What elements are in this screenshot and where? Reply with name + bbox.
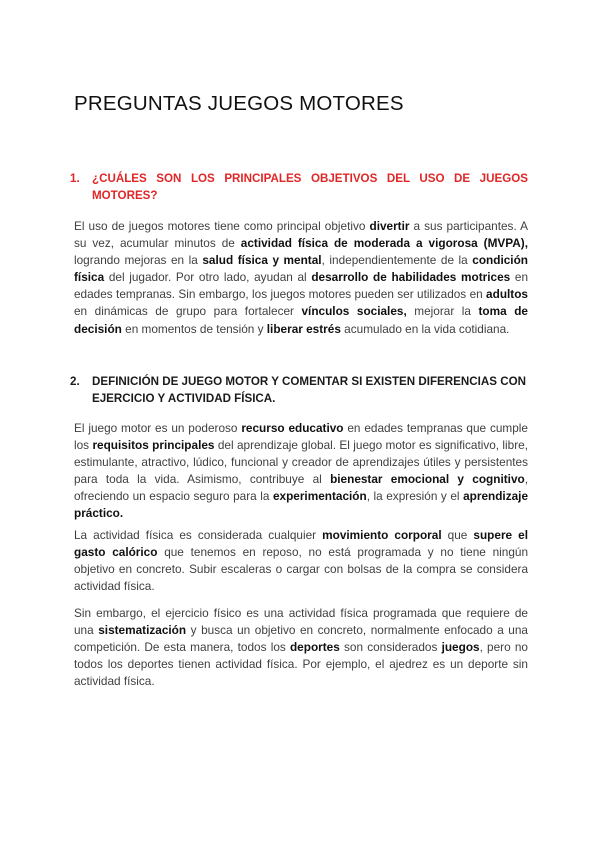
text-run: que tenemos en reposo, no está programada y no tiene ningún objetivo en concreto. Subir escaleras o cargar con bolsas de la compra se considera actividad física. [74,545,529,594]
bold-run: actividad física de moderada a vigorosa (MVPA), [240,236,528,251]
question-1-text: ¿CUÁLES SON LOS PRINCIPALES OBJETIVOS DEL USO DE JUEGOS MOTORES? [92,172,528,202]
text-run: a sus participantes. A su vez, acumular minutos de [74,219,528,251]
text-run: , la expresión y el [366,489,464,504]
text-run: en dinámicas de grupo para fortalecer [74,304,302,319]
bold-run: divertir [369,219,410,233]
text-run: El juego motor es un poderoso [74,421,242,435]
bold-run: deportes [289,640,340,655]
bold-run: movimiento corporal [322,528,442,542]
text-run: , ofreciendo un espacio seguro para la [74,472,528,504]
answer-2-paragraph-3 [74,605,528,690]
bold-run: toma de decisión [74,304,528,336]
text-run: que [441,528,474,542]
bold-run: juegos [441,640,480,655]
answer-2-paragraph-2 [74,527,528,595]
bold-run: vínculos sociales, [301,304,407,319]
answer-2-paragraph-1 [74,420,528,523]
text-run: El uso de juegos motores tiene como principal objetivo [74,219,370,233]
text-run: , pero no todos los deportes tienen actividad física. Por ejemplo, el ajedrez es un deporte sin actividad física. [74,640,528,689]
bold-run: sistematización [98,623,187,638]
bold-run: recurso educativo [241,421,344,435]
text-run: mejorar la [406,304,479,319]
bold-run: condición física [74,253,528,285]
bold-run: salud física y mental [202,253,322,268]
text-run: en momentos de tensión y [121,321,267,336]
bold-run: bienestar emocional y cognitivo [330,472,525,487]
text-run: del jugador. Por otro lado, ayudan al [104,270,312,285]
bold-run: desarrollo de habilidades motrices [311,270,511,285]
question-2-heading [70,373,528,407]
text-run: y busca un objetivo en concreto, normalmente enfocado a una competición. De esta manera, todos los [74,623,528,655]
page-title: PREGUNTAS JUEGOS MOTORES [74,92,404,115]
question-2-text: DEFINICIÓN DE JUEGO MOTOR Y COMENTAR SI EXISTEN DIFERENCIAS CON EJERCICIO Y ACTIVIDAD FÍSICA. [92,375,526,405]
text-run: son considerados [339,640,442,655]
bold-run: experimentación [272,489,367,504]
text-run: en edades tempranas. Sin embargo, los juegos motores pueden ser utilizados en [74,270,529,302]
question-1-number: 1. [70,172,80,185]
bold-run: supere el gasto calórico [74,528,528,560]
bold-run: adultos [486,287,528,302]
bold-run: liberar estrés [266,321,341,336]
text-run: logrando mejoras en la [74,253,203,268]
bold-run: requisitos principales [92,438,215,453]
text-run: del aprendizaje global. El juego motor es significativo, libre, estimulante, atractivo, lúdico, funcional y creador de aprendizajes útiles y persistentes para toda la vida. Asimismo, contribuye al [74,438,529,487]
text-run: , independientemente de la [321,253,473,268]
question-2-number: 2. [70,375,80,388]
bold-run: aprendizaje práctico. [74,489,528,521]
text-run: acumulado en la vida cotidiana. [340,321,510,336]
answer-1-paragraph [74,218,528,338]
text-run: Sin embargo, el ejercicio físico es una actividad física programada que requiere de una [74,606,528,638]
question-1-heading [70,170,528,204]
text-run: La actividad física es considerada cualquier [74,528,323,542]
text-run: en edades tempranas que cumple los [74,421,528,453]
